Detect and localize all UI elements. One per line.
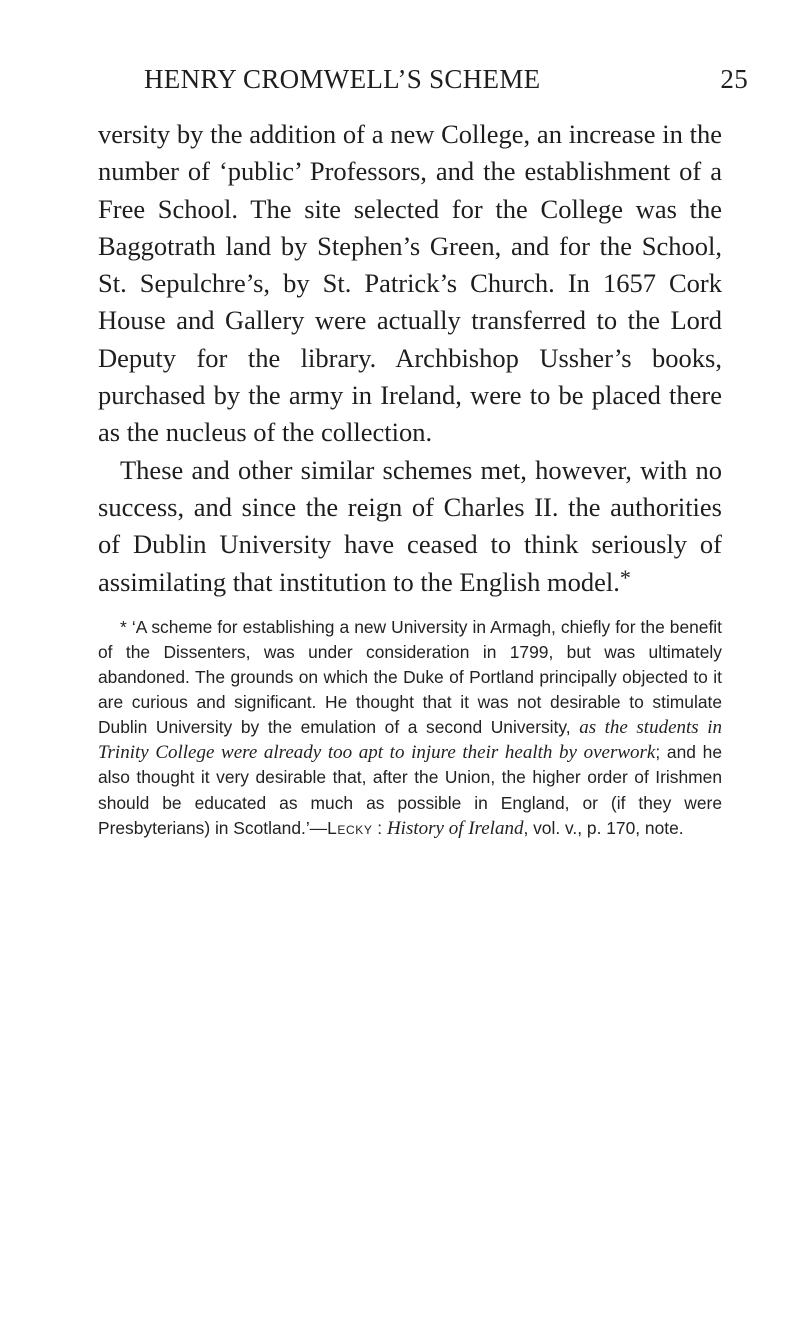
footnote-text: : [372, 817, 387, 838]
footnote-text: , vol. v., p. 170, note. [523, 817, 684, 838]
footnote-author: Lecky [327, 817, 373, 838]
footnote [98, 615, 722, 841]
paragraph-continued: versity by the addition of a new College, an increase in the number of ‘public’ Professors, and the establishment of a Free School. The site selected for the College was the Baggotrath land by Stephen’s Green, and for the School, St. Sepulchre’s, by St. Patrick’s Church. In 1657 Cork House and Gallery were actually transferred to the Lord Deputy for the library. Archbishop Ussher’s books, purchased by the army in Ireland, were to be placed there as the nucleus of the collection. [98, 119, 722, 448]
running-head [98, 62, 748, 96]
chapter-title: HENRY CROMWELL’S SCHEME [144, 64, 541, 94]
main-text [98, 116, 722, 601]
paragraph [98, 452, 722, 601]
footnote-italic-quote: as the students in Trinity College were already too apt to injure their health by overwork [98, 717, 722, 764]
footnote-marker: * [120, 616, 127, 637]
footnote-text: ‘A scheme for establishing a new University in Armagh, chiefly for the benefit of the Dissenters, was under consideration in 1799, but was ultimately abandoned. The grounds on which the Duke of Portland principally objected to it are curious and significant. He thought that it was not desirable to stimulate Dublin University by the emulation of a second University, [98, 616, 722, 738]
footnote-text: ; and he also thought it very desirable that, after the Union, the higher order of Irishmen should be educated as much as possible in England, or (if they were Presbyterians) in Scotland.’— [98, 742, 722, 838]
book-page [98, 62, 748, 841]
footnote-work-title: History of Ireland [386, 817, 524, 839]
paragraph-text: These and other similar schemes met, however, with no success, and since the reign of Charles II. the authorities of Dublin University have ceased to think seriously of assimilating that institution to the English model. [98, 454, 722, 597]
footnote-reference: * [619, 564, 631, 590]
page-number: 25 [720, 64, 748, 94]
